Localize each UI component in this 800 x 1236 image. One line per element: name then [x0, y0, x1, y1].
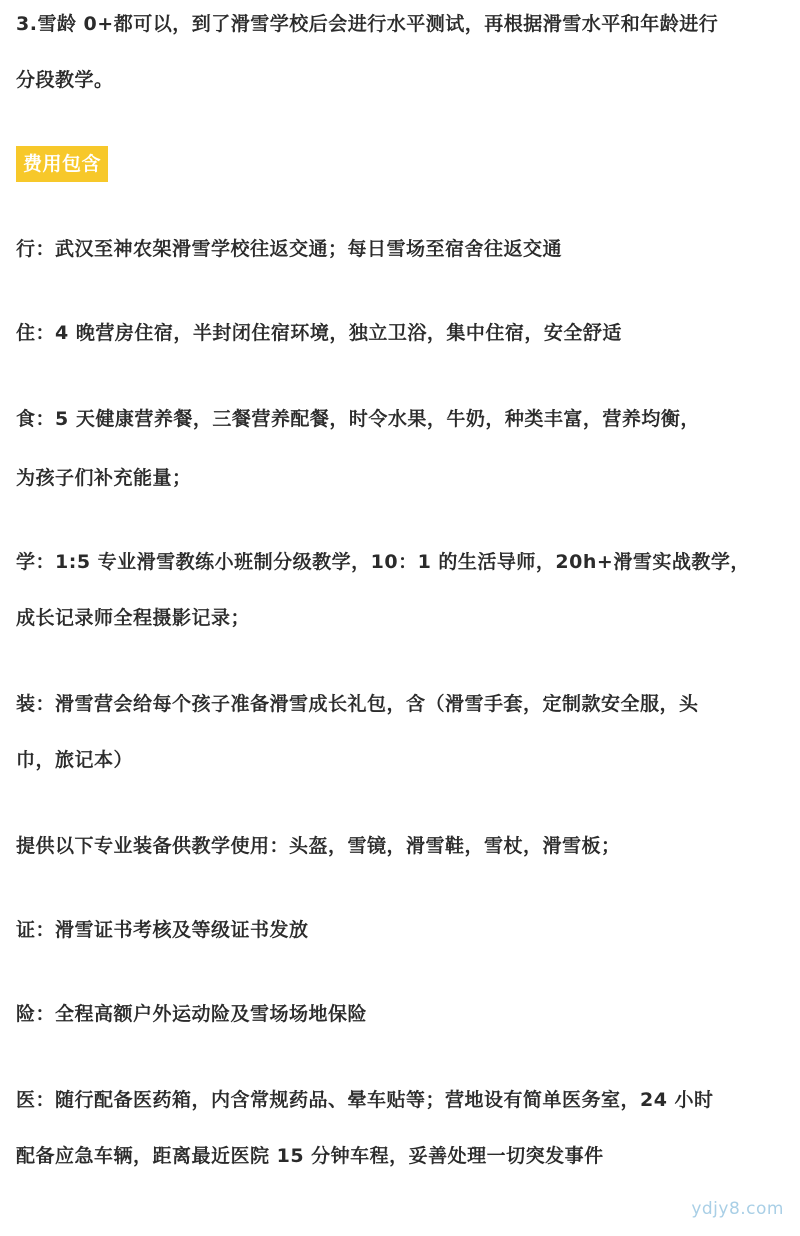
- section-tag-fees-included: 费用包含: [16, 146, 108, 182]
- item-meals-line-2: 为孩子们补充能量；: [16, 467, 192, 489]
- item-insurance: 险：全程高额户外运动险及雪场场地保险: [16, 1003, 368, 1025]
- item-gear-line-2: 巾，旅记本）: [16, 749, 134, 771]
- item-gear-line-1: 装：滑雪营会给每个孩子准备滑雪成长礼包，含（滑雪手套，定制款安全服，头: [16, 693, 699, 715]
- watermark-text: ydjy8.com: [691, 1199, 784, 1219]
- item-medical-line-2: 配备应急车辆，距离最近医院 15 分钟车程，妥善处理一切突发事件: [16, 1145, 604, 1167]
- item-learning-line-1: 学：1:5 专业滑雪教练小班制分级教学，10：1 的生活导师，20h+滑雪实战教学，: [16, 551, 750, 573]
- item-certificate: 证：滑雪证书考核及等级证书发放: [16, 919, 309, 941]
- item-medical-line-1: 医：随行配备医药箱，内含常规药品、晕车贴等；营地设有简单医务室，24 小时: [16, 1089, 714, 1111]
- intro-line-2: 分段教学。: [16, 69, 114, 91]
- item-transport: 行：武汉至神农架滑雪学校往返交通；每日雪场至宿舍往返交通: [16, 238, 563, 260]
- item-accommodation: 住：4 晚营房住宿，半封闭住宿环境，独立卫浴，集中住宿，安全舒适: [16, 322, 622, 344]
- item-learning-line-2: 成长记录师全程摄影记录；: [16, 607, 251, 629]
- item-equipment: 提供以下专业装备供教学使用：头盔，雪镜，滑雪鞋，雪杖，滑雪板；: [16, 835, 621, 857]
- intro-line-1: 3.雪龄 0+都可以，到了滑雪学校后会进行水平测试，再根据滑雪水平和年龄进行: [16, 13, 719, 35]
- item-meals-line-1: 食：5 天健康营养餐，三餐营养配餐，时令水果，牛奶，种类丰富，营养均衡，: [16, 408, 700, 430]
